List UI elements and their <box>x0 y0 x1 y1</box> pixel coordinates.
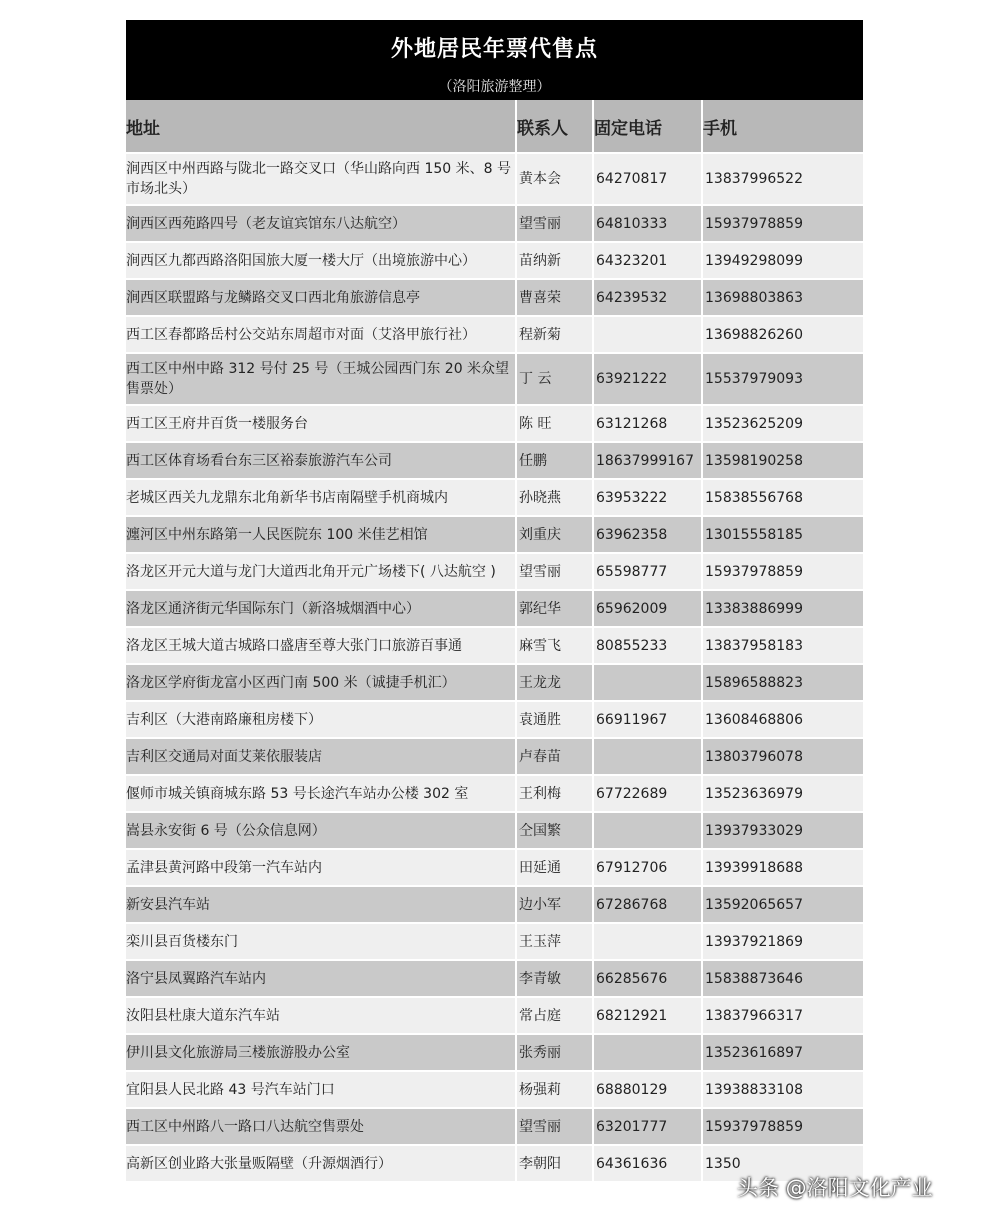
address-cell: 洛龙区开元大道与龙门大道西北角开元广场楼下( 八达航空 ) <box>126 553 516 590</box>
table-row <box>126 516 863 553</box>
mobile-cell: 13698826260 <box>702 316 863 353</box>
table-row <box>126 812 863 849</box>
contact-cell: 丁 云 <box>516 353 593 405</box>
table-row <box>126 738 863 775</box>
mobile-cell: 15937978859 <box>702 553 863 590</box>
tel-cell: 63953222 <box>593 479 702 516</box>
tel-cell: 65598777 <box>593 553 702 590</box>
mobile-cell: 13837966317 <box>702 997 863 1034</box>
contact-cell: 陈 旺 <box>516 405 593 442</box>
address-cell: 汝阳县杜康大道东汽车站 <box>126 997 516 1034</box>
table-row <box>126 886 863 923</box>
table-row <box>126 242 863 279</box>
tel-cell: 68880129 <box>593 1071 702 1108</box>
address-cell: 吉利区（大港南路廉租房楼下） <box>126 701 516 738</box>
tel-cell <box>593 1034 702 1071</box>
table-row <box>126 627 863 664</box>
title-banner <box>126 20 863 100</box>
outlet-table <box>126 100 863 1181</box>
mobile-cell: 13383886999 <box>702 590 863 627</box>
table-row <box>126 960 863 997</box>
table-row <box>126 553 863 590</box>
address-cell: 孟津县黄河路中段第一汽车站内 <box>126 849 516 886</box>
table-row <box>126 153 863 205</box>
tel-cell: 64270817 <box>593 153 702 205</box>
table-row <box>126 775 863 812</box>
mobile-cell: 13937933029 <box>702 812 863 849</box>
table-row <box>126 1071 863 1108</box>
contact-cell: 黄本会 <box>516 153 593 205</box>
mobile-cell: 1350 <box>702 1145 863 1181</box>
tel-cell: 63962358 <box>593 516 702 553</box>
tel-cell: 66911967 <box>593 701 702 738</box>
address-cell: 涧西区联盟路与龙鳞路交叉口西北角旅游信息亭 <box>126 279 516 316</box>
mobile-cell: 15896588823 <box>702 664 863 701</box>
mobile-cell: 13523616897 <box>702 1034 863 1071</box>
mobile-cell: 13938833108 <box>702 1071 863 1108</box>
table-row <box>126 316 863 353</box>
table-row <box>126 479 863 516</box>
tel-cell <box>593 738 702 775</box>
column-header-mobile: 手机 <box>702 100 863 153</box>
contact-cell: 望雪丽 <box>516 553 593 590</box>
table-row <box>126 1108 863 1145</box>
tel-cell <box>593 316 702 353</box>
table-row <box>126 405 863 442</box>
address-cell: 伊川县文化旅游局三楼旅游股办公室 <box>126 1034 516 1071</box>
contact-cell: 边小军 <box>516 886 593 923</box>
mobile-cell: 15537979093 <box>702 353 863 405</box>
tel-cell: 63121268 <box>593 405 702 442</box>
tel-cell: 67722689 <box>593 775 702 812</box>
address-cell: 西工区体育场看台东三区裕泰旅游汽车公司 <box>126 442 516 479</box>
table-row <box>126 664 863 701</box>
table-row <box>126 849 863 886</box>
mobile-cell: 13949298099 <box>702 242 863 279</box>
contact-cell: 孙晓燕 <box>516 479 593 516</box>
tel-cell: 67286768 <box>593 886 702 923</box>
address-cell: 新安县汽车站 <box>126 886 516 923</box>
address-cell: 洛龙区王城大道古城路口盛唐至尊大张门口旅游百事通 <box>126 627 516 664</box>
address-cell: 老城区西关九龙鼎东北角新华书店南隔壁手机商城内 <box>126 479 516 516</box>
address-cell: 涧西区中州西路与陇北一路交叉口（华山路向西 150 米、8 号市场北头） <box>126 153 516 205</box>
table-row <box>126 353 863 405</box>
tel-cell: 63921222 <box>593 353 702 405</box>
tel-cell: 80855233 <box>593 627 702 664</box>
tel-cell: 65962009 <box>593 590 702 627</box>
contact-cell: 任鹏 <box>516 442 593 479</box>
contact-cell: 仝国繁 <box>516 812 593 849</box>
address-cell: 涧西区西苑路四号（老友谊宾馆东八达航空） <box>126 205 516 242</box>
table-row <box>126 923 863 960</box>
table-row <box>126 442 863 479</box>
address-cell: 洛龙区通济街元华国际东门（新洛城烟酒中心） <box>126 590 516 627</box>
mobile-cell: 13698803863 <box>702 279 863 316</box>
contact-cell: 杨强莉 <box>516 1071 593 1108</box>
contact-cell: 程新菊 <box>516 316 593 353</box>
contact-cell: 袁通胜 <box>516 701 593 738</box>
contact-cell: 望雪丽 <box>516 205 593 242</box>
contact-cell: 李朝阳 <box>516 1145 593 1181</box>
tel-cell: 67912706 <box>593 849 702 886</box>
table-row <box>126 1034 863 1071</box>
contact-cell: 卢春苗 <box>516 738 593 775</box>
ticket-outlet-sheet <box>126 20 863 1181</box>
address-cell: 西工区中州中路 312 号付 25 号（王城公园西门东 20 米众望售票处） <box>126 353 516 405</box>
address-cell: 吉利区交通局对面艾莱依服装店 <box>126 738 516 775</box>
mobile-cell: 13937921869 <box>702 923 863 960</box>
address-cell: 偃师市城关镇商城东路 53 号长途汽车站办公楼 302 室 <box>126 775 516 812</box>
contact-cell: 田延通 <box>516 849 593 886</box>
contact-cell: 王龙龙 <box>516 664 593 701</box>
address-cell: 瀍河区中州东路第一人民医院东 100 米佳艺相馆 <box>126 516 516 553</box>
tel-cell: 68212921 <box>593 997 702 1034</box>
contact-cell: 王玉萍 <box>516 923 593 960</box>
contact-cell: 王利梅 <box>516 775 593 812</box>
mobile-cell: 13015558185 <box>702 516 863 553</box>
contact-cell: 李青敏 <box>516 960 593 997</box>
address-cell: 洛龙区学府街龙富小区西门南 500 米（诚捷手机汇） <box>126 664 516 701</box>
address-cell: 高新区创业路大张量贩隔壁（升源烟酒行） <box>126 1145 516 1181</box>
mobile-cell: 15937978859 <box>702 205 863 242</box>
mobile-cell: 13803796078 <box>702 738 863 775</box>
contact-cell: 张秀丽 <box>516 1034 593 1071</box>
tel-cell <box>593 812 702 849</box>
mobile-cell: 15937978859 <box>702 1108 863 1145</box>
tel-cell: 64810333 <box>593 205 702 242</box>
tel-cell <box>593 664 702 701</box>
mobile-cell: 13523625209 <box>702 405 863 442</box>
table-row <box>126 590 863 627</box>
mobile-cell: 13837996522 <box>702 153 863 205</box>
tel-cell: 64323201 <box>593 242 702 279</box>
tel-cell <box>593 923 702 960</box>
address-cell: 栾川县百货楼东门 <box>126 923 516 960</box>
table-row <box>126 279 863 316</box>
column-header-tel: 固定电话 <box>593 100 702 153</box>
page-title: 外地居民年票代售点 <box>390 37 598 62</box>
contact-cell: 郭纪华 <box>516 590 593 627</box>
mobile-cell: 13837958183 <box>702 627 863 664</box>
page-subtitle: （洛阳旅游整理） <box>438 79 551 95</box>
mobile-cell: 13939918688 <box>702 849 863 886</box>
contact-cell: 苗纳新 <box>516 242 593 279</box>
column-header-address: 地址 <box>126 100 516 153</box>
contact-cell: 常占庭 <box>516 997 593 1034</box>
tel-cell: 64361636 <box>593 1145 702 1181</box>
contact-cell: 麻雪飞 <box>516 627 593 664</box>
column-header-contact: 联系人 <box>516 100 593 153</box>
address-cell: 西工区春都路岳村公交站东周超市对面（艾洛甲旅行社） <box>126 316 516 353</box>
tel-cell: 64239532 <box>593 279 702 316</box>
mobile-cell: 13523636979 <box>702 775 863 812</box>
mobile-cell: 13592065657 <box>702 886 863 923</box>
address-cell: 洛宁县凤翼路汽车站内 <box>126 960 516 997</box>
address-cell: 宜阳县人民北路 43 号汽车站门口 <box>126 1071 516 1108</box>
mobile-cell: 15838556768 <box>702 479 863 516</box>
address-cell: 西工区王府井百货一楼服务台 <box>126 405 516 442</box>
contact-cell: 望雪丽 <box>516 1108 593 1145</box>
contact-cell: 曹喜荣 <box>516 279 593 316</box>
table-header-row <box>126 100 863 153</box>
tel-cell: 18637999167 <box>593 442 702 479</box>
address-cell: 涧西区九都西路洛阳国旅大厦一楼大厅（出境旅游中心） <box>126 242 516 279</box>
table-row <box>126 701 863 738</box>
mobile-cell: 15838873646 <box>702 960 863 997</box>
address-cell: 嵩县永安街 6 号（公众信息网） <box>126 812 516 849</box>
mobile-cell: 13608468806 <box>702 701 863 738</box>
tel-cell: 66285676 <box>593 960 702 997</box>
tel-cell: 63201777 <box>593 1108 702 1145</box>
table-row <box>126 997 863 1034</box>
table-row <box>126 205 863 242</box>
contact-cell: 刘重庆 <box>516 516 593 553</box>
mobile-cell: 13598190258 <box>702 442 863 479</box>
address-cell: 西工区中州路八一路口八达航空售票处 <box>126 1108 516 1145</box>
watermark-text: 头条 @洛阳文化产业 <box>737 1176 933 1200</box>
